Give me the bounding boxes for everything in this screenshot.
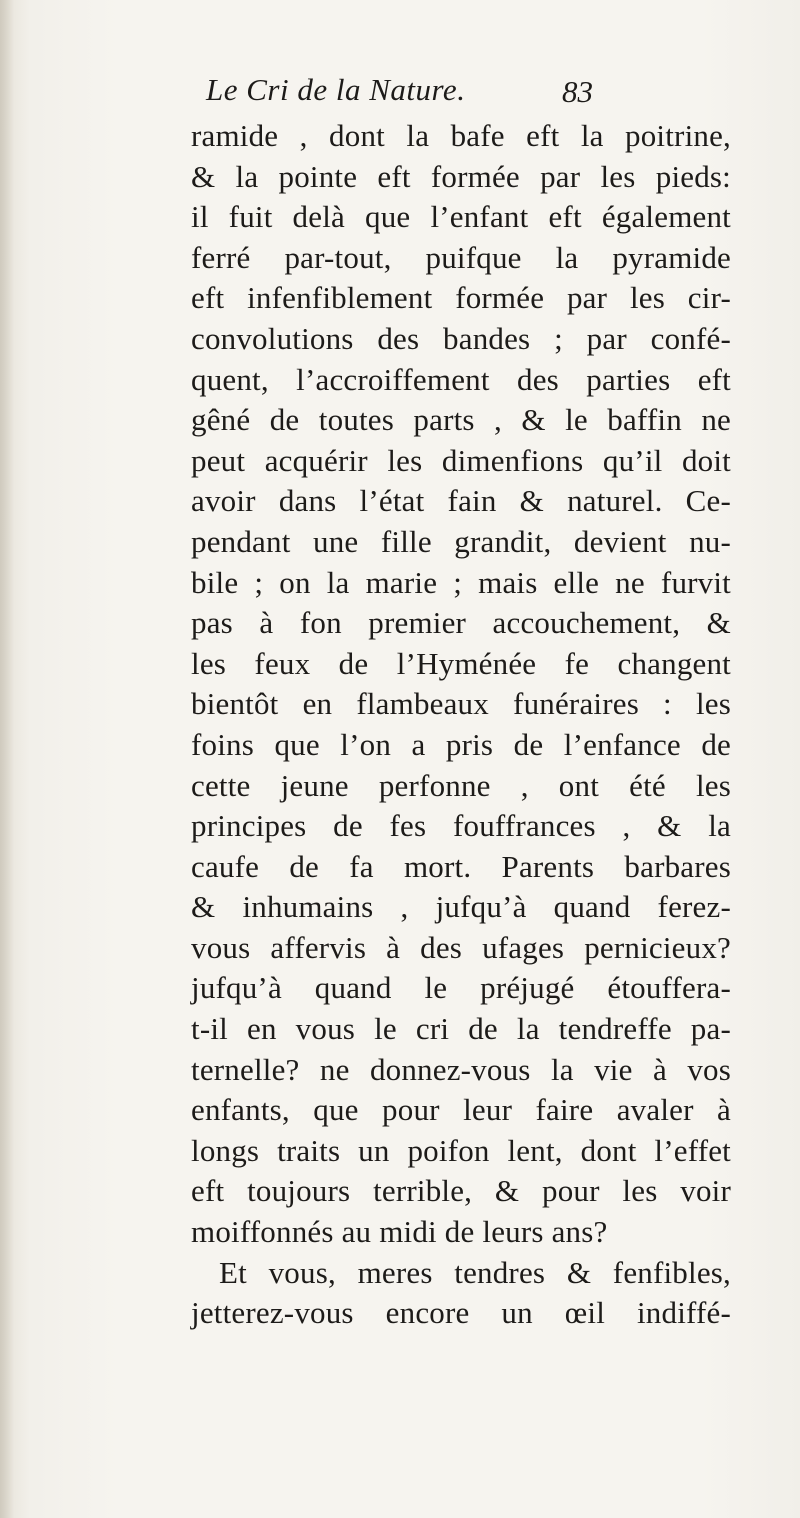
text-line: vous affervis à des ufages pernicieux? xyxy=(191,929,731,965)
text-line: Et vous, meres tendres & fenfibles, xyxy=(219,1254,731,1290)
text-line: eft toujours terrible, & pour les voir xyxy=(191,1173,731,1209)
text-line: & inhumains , jufqu’à quand ferez- xyxy=(191,889,731,925)
text-line: quent, l’accroiffement des parties eft xyxy=(191,361,731,397)
text-line: peut acquérir les dimenfions qu’il doit xyxy=(191,442,731,478)
text-line: principes de fes fouffrances , & la xyxy=(191,808,731,844)
text-line: foins que l’on a pris de l’enfance de xyxy=(191,726,731,762)
text-line: eft infenfiblement formée par les cir- xyxy=(191,280,731,316)
text-line: pendant une fille grandit, devient nu- xyxy=(191,523,731,559)
text-line: bile ; on la marie ; mais elle ne furvit xyxy=(191,564,731,600)
page-number: 83 xyxy=(562,74,593,109)
running-title: Le Cri de la Nature. xyxy=(206,72,466,107)
text-line: avoir dans l’état fain & naturel. Ce- xyxy=(191,483,731,519)
text-line: t-il en vous le cri de la tendreffe pa- xyxy=(191,1011,731,1047)
text-line: les feux de l’Hyménée fe changent xyxy=(191,645,731,681)
text-line: bientôt en flambeaux funéraires : les xyxy=(191,686,731,722)
running-head xyxy=(206,72,606,116)
text-line: ramide , dont la bafe eft la poitrine, xyxy=(191,118,731,153)
body-text xyxy=(191,116,731,1334)
text-line: moiffonnés au midi de leurs ans? xyxy=(191,1214,608,1250)
text-line: ternelle? ne donnez-vous la vie à vos xyxy=(191,1051,731,1087)
text-line: enfants, que pour leur faire avaler à xyxy=(191,1092,731,1128)
text-line: pas à fon premier accouchement, & xyxy=(191,605,731,641)
text-line: ferré par-tout, puifque la pyramide xyxy=(191,239,731,275)
text-line: caufe de fa mort. Parents barbares xyxy=(191,848,731,884)
binding-gutter-shadow xyxy=(0,0,14,1518)
text-line: il fuit delà que l’enfant eft également xyxy=(191,199,731,235)
text-line: gêné de toutes parts , & le baffin ne xyxy=(191,402,731,438)
text-line: jufqu’à quand le préjugé étouffera- xyxy=(191,970,731,1006)
text-line: cette jeune perfonne , ont été les xyxy=(191,767,731,803)
text-line: convolutions des bandes ; par confé- xyxy=(191,320,731,356)
text-line: jetterez-vous encore un œil indiffé- xyxy=(191,1295,731,1331)
text-line: longs traits un poifon lent, dont l’effet xyxy=(191,1132,731,1168)
text-line: & la pointe eft formée par les pieds: xyxy=(191,158,731,194)
